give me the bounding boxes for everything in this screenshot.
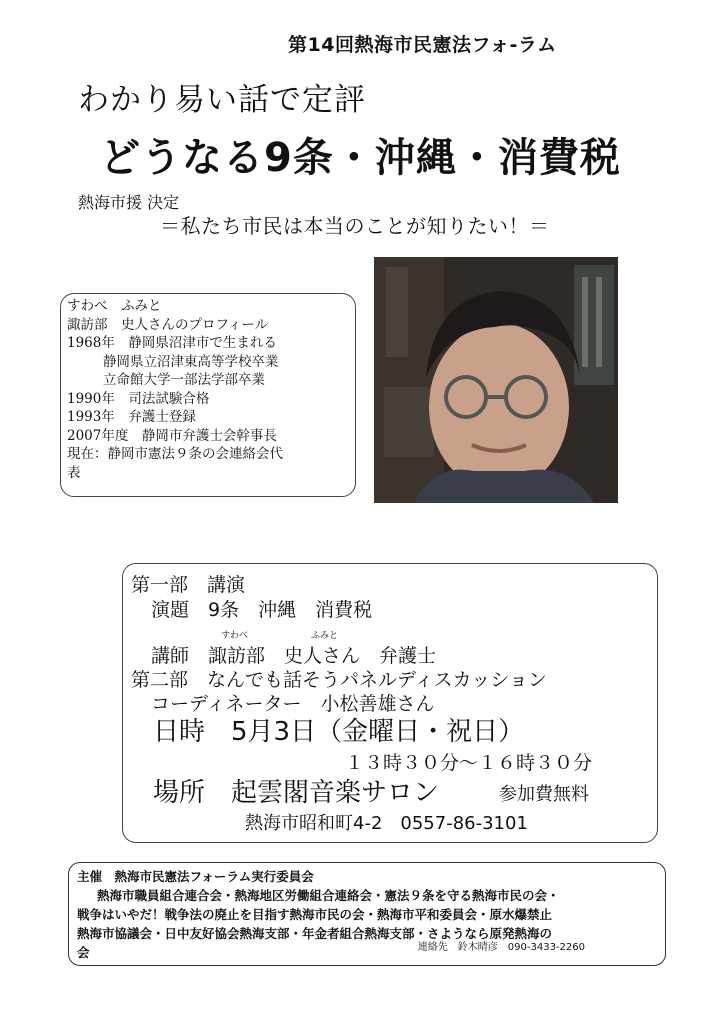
speaker-portrait-image <box>374 257 618 503</box>
event-date: 日時 5月3日（金曜日・祝日） <box>153 717 525 747</box>
organizer-box <box>68 862 666 966</box>
forum-title: 第14回熱海市民憲法フォ-ラム <box>288 34 557 56</box>
profile-line: すわべ ふみと <box>67 298 162 314</box>
lecture-topic: 演題 9条 沖縄 消費税 <box>151 599 373 621</box>
organizer-line: 戦争はいやだ！戦争法の廃止を目指す熱海市民の会・熱海市平和委員会・原水爆禁止 <box>77 907 553 922</box>
organizer-heading: 主催 熱海市民憲法フォーラム実行委員会 <box>77 869 314 884</box>
subtitle: ＝私たち市民は本当のことが知りたい！＝ <box>160 214 550 238</box>
speaker-photo <box>374 257 618 503</box>
part2-heading: 第二部 なんでも話そうパネルディスカッション <box>131 669 547 691</box>
profile-line: 現在：静岡市憲法９条の会連絡会代 <box>67 446 283 462</box>
profile-box <box>60 293 356 497</box>
program-box <box>122 563 658 843</box>
event-time: １３時３０分～１６時３０分 <box>345 752 593 774</box>
profile-line: 1990年 司法試験合格 <box>67 390 210 407</box>
organizer-line: 熱海市協議会・日中友好協会熱海支部・年金者組合熱海支部・さようなら原発熱海の <box>77 926 553 941</box>
part1-heading: 第一部 講演 <box>131 574 246 596</box>
contact-info: 連絡先 鈴木晴彦 090-3433-2260 <box>417 942 585 953</box>
coordinator: コーディネーター 小松善雄さん <box>151 693 435 715</box>
organizer-line: 熱海市職員組合連合会・熱海地区労働組合連絡会・憲法９条を守る熱海市民の会・ <box>97 888 560 903</box>
venue-address: 熱海市昭和町4-2 0557-86-3101 <box>245 813 528 834</box>
tagline: わかり易い話で定評 <box>78 82 366 118</box>
profile-line: 諏訪部 史人さんのプロフィール <box>67 316 269 333</box>
profile-line: 立命館大学一部法学部卒業 <box>103 372 265 388</box>
profile-line: 静岡県立沼津東高等学校卒業 <box>103 353 279 370</box>
profile-line: 表 <box>67 464 81 481</box>
ruby-fumito: ふみと <box>311 631 339 641</box>
profile-line: 1968年 静岡県沼津市で生まれる <box>67 335 277 351</box>
event-place: 場所 起雲閣音楽サロン <box>153 778 440 808</box>
profile-line: 1993年 弁護士登録 <box>67 409 196 425</box>
support-note: 熱海市援 決定 <box>78 193 180 212</box>
fee-note: 参加費無料 <box>499 784 589 805</box>
lecturer: 講師 諏訪部 史人さん 弁護士 <box>151 645 437 667</box>
organizer-line: 会 <box>77 945 90 960</box>
main-title: どうなる9条・沖縄・消費税 <box>100 135 621 181</box>
ruby-suwabe: すわべ <box>221 631 249 641</box>
profile-line: 2007年度 静岡市弁護士会幹事長 <box>67 427 277 444</box>
